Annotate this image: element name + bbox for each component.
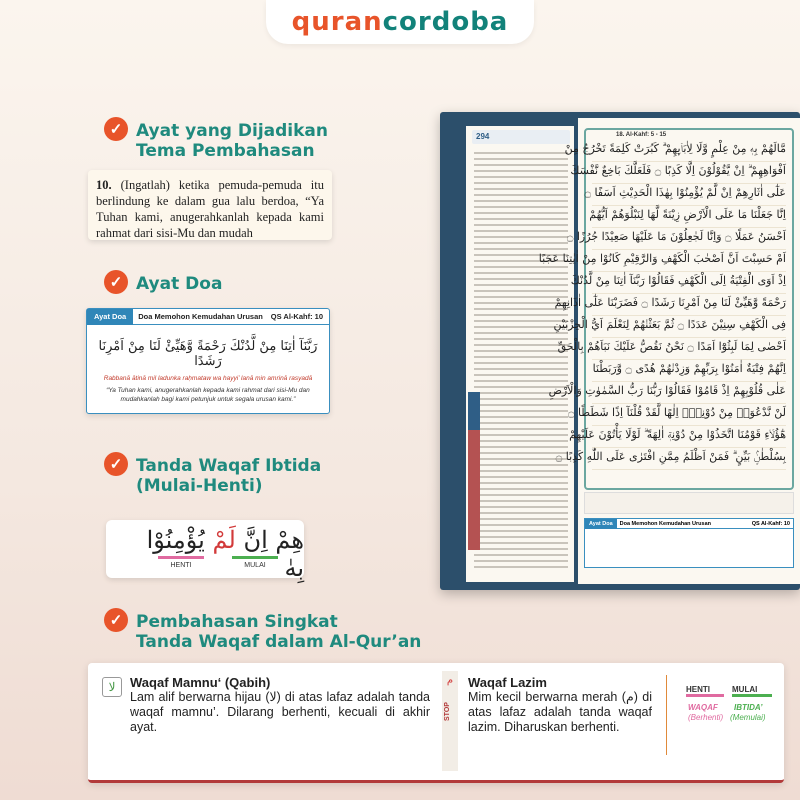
mim-icon: م (446, 675, 454, 686)
legend-ibtida-sub: (Memulai) (730, 713, 766, 722)
quran-line: مَّالَهُمْ بِهٖ مِنْ عِلْمٍ وَّلَا لِاٰبَاۤىِٕهِمْ ۗ كَبُرَتْ كَلِمَةً تَخْرُجُ مِنْ (592, 142, 786, 162)
feature-title-line1: Ayat yang Dijadikan (136, 121, 329, 141)
feature-title-line1: Pembahasan Singkat (136, 612, 338, 632)
book-doa-ref: QS Al-Kahf: 10 (751, 520, 790, 527)
waqaf-mamnu-section (130, 675, 430, 735)
logo-part-cordoba: cordoba (382, 7, 509, 37)
logo-part-quran: quran (291, 7, 383, 37)
legend-ibtida: IBTIDA’ (734, 703, 763, 712)
feature-title-line1: Tanda Waqaf Ibtida (136, 456, 322, 476)
feature-title-line2: (Mulai-Henti) (136, 476, 263, 496)
waqaf-example-arabic (124, 526, 304, 582)
legend-henti: HENTI (686, 685, 724, 697)
waqaf-mamnu-body: Lam alif berwarna hijau (لا) di atas lafaz adalah tanda waqaf mamnu’. Dilarang berhenti, kecuali di akhir ayat. (130, 690, 430, 734)
quran-line: اَفْوَاهِهِمْ ۗ اِنْ يَّقُوْلُوْنَ اِلَّا كَذِبًا ۝ فَلَعَلَّكَ بَاخِعٌ نَّفْسَكَ (592, 164, 786, 184)
quran-line: اَحْصٰى لِمَا لَبِثُوْٓا اَمَدًا ۝ نَحْنُ نَقُصُّ عَلَيْكَ نَبَاَهُمْ بِالْحَقِّ (592, 340, 786, 360)
quran-line: اِنَّهُمْ فِتْيَةٌ اٰمَنُوْا بِرَبِّهِمْ وَزِدْنٰهُمْ هُدًى ۝ وَّرَبَطْنَا (592, 362, 786, 382)
feature-title-line2: Tanda Waqaf dalam Al-Qur’an (136, 632, 422, 652)
stop-strip (442, 671, 458, 771)
mulai-label: MULAI (232, 556, 278, 570)
quran-line: عَلٰى قُلُوْبِهِمْ اِذْ قَامُوْا فَقَالُوْا رَبُّنَا رَبُّ السَّمٰوٰتِ وَالْاَرْضِ (592, 384, 786, 404)
doa-card-header (87, 309, 329, 325)
waqaf-explanation-card (88, 663, 784, 783)
quran-text-frame (538, 128, 794, 490)
divider (666, 675, 667, 755)
waqaf-example-card (106, 520, 304, 582)
ayat-number: 10. (96, 178, 112, 192)
book-doa-header (585, 519, 793, 529)
feature-heading-waqaf-ibtida (136, 456, 321, 496)
ayat-translation: (Ingatlah) ketika pemuda-pemuda itu berlindung ke dalam gua lalu berdoa, “Ya Tuhan kami, anugerahkanlah kepada kami rahmat dari sisi-Mu dan mudah (96, 178, 324, 240)
legend-mulai: MULAI (732, 685, 772, 697)
ayat-doa-card (86, 308, 330, 414)
quran-line: اَحْسَنُ عَمَلًا ۝ وَاِنَّا لَجٰعِلُوْنَ مَا عَلَيْهَا صَعِيْدًا جُرُزًا ۝ (592, 230, 786, 250)
quran-line: عَلٰٓى اٰثَارِهِمْ اِنْ لَّمْ يُؤْمِنُوْا بِهٰذَا الْحَدِيْثِ اَسَفًا ۝ (592, 186, 786, 206)
quran-line: بِسُلْطٰنٍۢ بَيِّنٍ ۗ فَمَنْ اَظْلَمُ مِمَّنِ افْتَرٰى عَلَى اللّٰهِ كَذِبًا ۝ (592, 450, 786, 470)
check-icon: ✓ (104, 270, 128, 294)
check-icon: ✓ (104, 452, 128, 476)
quran-line: رَحْمَةً وَّهَيِّئْ لَنَا مِنْ اَمْرِنَا رَشَدًا ۝ فَضَرَبْنَا عَلٰٓى اٰذَانِهِمْ (592, 296, 786, 316)
lam-alif-icon: لا (102, 677, 122, 697)
doa-arabic: رَبَّنَآ اٰتِنَا مِنْ لَّدُنْكَ رَحْمَةً وَّهَيِّئْ لَنَا مِنْ اَمْرِنَا رَشَدًا (98, 339, 318, 369)
stop-label: STOP (444, 702, 451, 721)
feature-title-line2: Tema Pembahasan (136, 141, 315, 161)
feature-heading-tema (136, 121, 328, 161)
book-left-page (466, 126, 574, 582)
doa-translation: “Ya Tuhan kami, anugerahkanlah kepada kami rahmat dari sisi-Mu dan mudahkanlah bagi kami petunjuk untuk segala urusan kami.” (106, 387, 310, 403)
arabic-red-segment: لَمْ (212, 526, 236, 554)
quran-line: اِذْ اَوَى الْفِتْيَةُ اِلَى الْكَهْفِ فَقَالُوْا رَبَّنَآ اٰتِنَا مِنْ لَّدُنْكَ (592, 274, 786, 294)
check-icon: ✓ (104, 608, 128, 632)
waqaf-lazim-title: Waqaf Lazim (468, 675, 547, 690)
waqaf-lazim-body: Mim kecil berwarna merah (م) di atas lafaz adalah tanda waqaf lazim. Diharuskan berhenti. (468, 690, 652, 734)
waqaf-legend-strip (584, 492, 794, 514)
arabic-segment: هِمْ اِنَّ (243, 526, 304, 554)
doa-title: Doa Memohon Kemudahan Urusan (138, 312, 263, 321)
legend-waqaf: WAQAF (688, 703, 718, 712)
book-ayat-doa-box (584, 518, 794, 568)
feature-title-line1: Ayat Doa (136, 274, 223, 294)
quran-line: هٰٓؤُلَاۤءِ قَوْمُنَا اتَّخَذُوْا مِنْ دُوْنِهٖٓ اٰلِهَةً ۗ لَوْلَا يَأْتُوْنَ عَلَيْهِمْ (592, 428, 786, 448)
arabic-segment: يُؤْمِنُوْا بِهٰ (146, 526, 304, 582)
surah-header: 18. Al-Kahf: 5 - 15 (616, 132, 667, 138)
feature-heading-pembahasan (136, 612, 421, 652)
book-doa-tag: Ayat Doa (585, 519, 617, 529)
book-doa-title: Doa Memohon Kemudahan Urusan (619, 520, 712, 527)
check-icon: ✓ (104, 117, 128, 141)
henti-label: HENTI (158, 556, 204, 570)
feature-heading-ayat-doa (136, 274, 222, 294)
legend-waqaf-sub: (Berhenti) (688, 713, 724, 722)
quran-line: اَمْ حَسِبْتَ اَنَّ اَصْحٰبَ الْكَهْفِ وَالرَّقِيْمِ كَانُوْا مِنْ اٰيٰتِنَا عَجَبًا (592, 252, 786, 272)
juz-tab (468, 392, 480, 430)
page-number: 294 (472, 130, 570, 144)
quran-line: لَنْ نَّدْعُوَا۟ مِنْ دُوْنِهٖٓ اِلٰهًا لَّقَدْ قُلْنَآ اِذًا شَطَطًا ۝ (592, 406, 786, 426)
doa-latin: Rabbanā ātinā mil ladunka raḥmataw wa hayyi’ lanā min amrinā rasyadā (103, 375, 313, 382)
surah-tab (468, 430, 480, 550)
doa-tag: Ayat Doa (87, 309, 133, 325)
quran-line: فِى الْكَهْفِ سِنِيْنَ عَدَدًا ۝ ثُمَّ بَعَثْنٰهُمْ لِنَعْلَمَ اَيُّ الْحِزْبَيْنِ (592, 318, 786, 338)
quran-line: اِنَّا جَعَلْنَا مَا عَلَى الْاَرْضِ زِيْنَةً لَّهَا لِنَبْلُوَهُمْ اَيُّهُمْ (592, 208, 786, 228)
ayat-tema-card (88, 170, 332, 240)
waqaf-lazim-section (468, 675, 652, 735)
brand-logo (266, 0, 534, 44)
doa-reference: QS Al-Kahf: 10 (270, 312, 323, 321)
waqaf-mamnu-title: Waqaf Mamnu‘ (Qabih) (130, 675, 271, 690)
